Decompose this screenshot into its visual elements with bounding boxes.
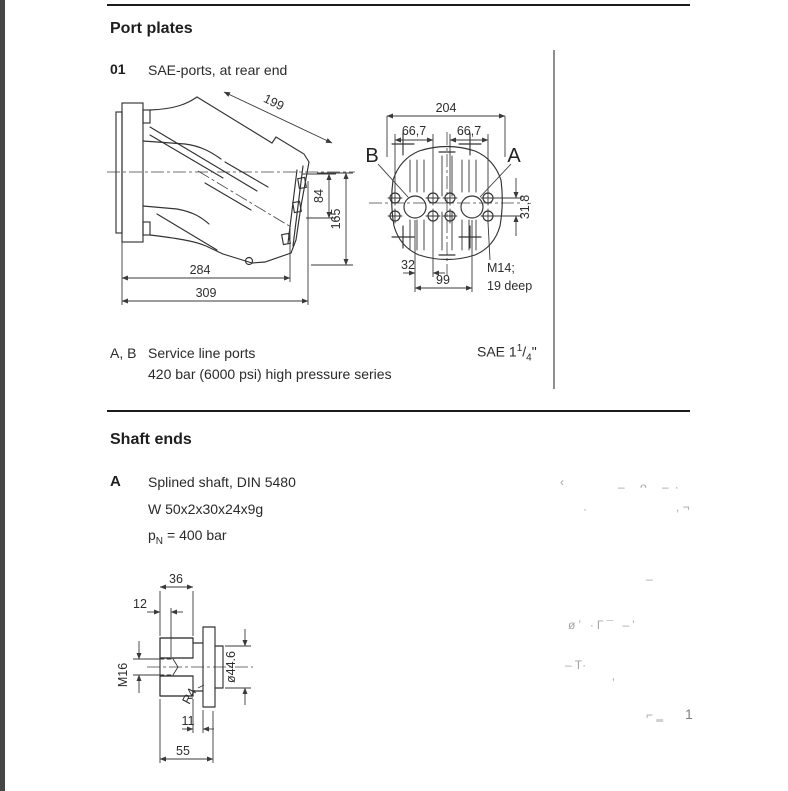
scan-artifact: – [646,572,653,586]
sae-fraction-slash: / [522,343,527,360]
pump-side-view-drawing [105,86,363,314]
port-plates-title: Port plates [110,20,193,37]
shaft-option-code: A [110,473,121,490]
dim-84: 84 [312,189,326,203]
dim-165: 165 [329,208,343,230]
thread-note-line1: M14; [487,261,515,275]
dim-66-7-right: 66,7 [456,124,482,138]
sae-inch-mark: " [531,343,537,360]
scan-artifact: · [583,502,587,516]
dim-55: 55 [176,744,190,758]
sae-fraction-denominator: 4 [526,352,532,364]
dim-11: 11 [181,714,195,728]
shaft-ends-title: Shaft ends [110,431,192,448]
rear-outline [388,133,502,260]
side-view-dimensions [122,92,353,305]
port-option-code: 01 [110,61,126,77]
port-plate-rear-view-drawing [363,100,548,300]
sae-fraction-numerator: 1 [516,343,523,354]
ports-note-line2: 420 bar (6000 psi) high pressure series [148,366,392,382]
shaft-option-line1: Splined shaft, DIN 5480 [148,474,296,490]
port-option-label: SAE-ports, at rear end [148,62,288,78]
pressure-symbol: p [148,527,156,543]
section-divider [107,410,690,412]
pump-outline [116,97,309,265]
scan-artifact: ‹ [560,475,564,489]
pressure-subscript: N [155,535,164,547]
dim-m16: M16 [116,662,130,688]
column-separator [553,50,555,389]
sae-size-value [477,343,537,363]
dim-284: 284 [189,263,211,277]
dim-204: 204 [435,101,457,115]
shaft-end-drawing [103,563,283,768]
dim-32: 32 [401,258,415,272]
scan-artifact-digit: 1 [685,706,693,722]
scan-artifact: , ¬ [676,500,690,514]
port-a-label: A [507,145,521,167]
thread-note-line2: 19 deep [487,279,533,293]
dim-12: 12 [133,597,147,611]
shaft-pressure-value [148,525,227,552]
dim-31-8: 31,8 [518,194,532,220]
scan-artifact: ⌐ ‗ [646,708,663,722]
top-rule [107,4,690,6]
sae-base: SAE 1 [477,343,517,360]
dim-dia-44-6: ø44.6 [224,651,238,683]
scan-edge [0,0,5,791]
scan-artifact: – ᴖ –· [618,480,685,494]
pressure-rest: = 400 bar [167,527,227,543]
ports-note-line1: Service line ports [148,345,256,361]
dim-99: 99 [436,273,450,287]
scan-artifact: ø’ ·Γ¯ –’ [568,618,638,632]
dim-36: 36 [169,572,183,586]
scan-artifact: – T· [565,658,587,672]
ports-note-key: A, B [110,345,137,361]
dim-199: 199 [261,91,287,114]
shaft-option-line2: W 50x2x30x24x9g [148,501,264,517]
shaft-dimensions [116,572,251,763]
dim-r4: R4 [179,685,200,707]
port-b-label: B [365,145,379,167]
dim-309: 309 [195,286,217,300]
dim-66-7-left: 66,7 [401,124,427,138]
scan-artifact: ’ [612,676,615,690]
